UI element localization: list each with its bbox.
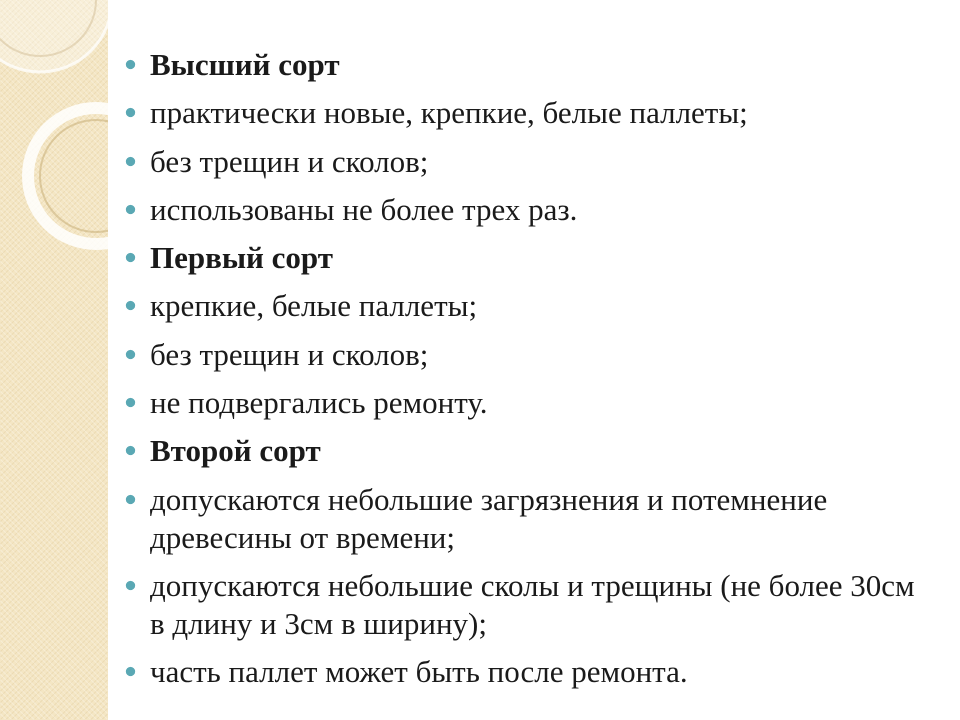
list-item [122,336,922,374]
list-item-text: использованы не более трех раз. [150,191,578,227]
list-item-text: Первый сорт [150,240,333,276]
decorative-side-panel [0,0,108,720]
list-item-text: Высший сорт [150,47,340,82]
bullet-icon [124,493,137,506]
section-heading-item [122,432,922,470]
bullet-icon [124,155,137,168]
bullet-icon [124,203,137,216]
list-item-text: допускаются небольшие сколы и трещины (не более 30см в длину и 3см в ширину); [150,567,915,641]
list-item [122,384,922,422]
list-item [122,567,922,643]
list-item-text: допускаются небольшие загрязнения и потемнение древесины от времени; [150,481,828,555]
decorative-rings [0,0,108,720]
list-item-text: часть паллет может быть после ремонта. [150,654,688,690]
list-item [122,94,922,132]
bullet-icon [124,396,137,409]
list-item [122,481,922,557]
list-item-text: практически новые, крепкие, белые паллеты; [150,95,748,131]
bullet-icon [124,348,137,361]
bullet-icon [124,251,137,264]
bullet-list [122,46,922,702]
section-heading-item [122,46,922,84]
list-item-text: крепкие, белые паллеты; [150,288,478,324]
list-item [122,191,922,229]
list-item [122,287,922,325]
list-item [122,653,922,691]
list-item-text: без трещин и сколов; [150,336,429,372]
bullet-icon [124,444,137,457]
list-item-text: без трещин и сколов; [150,143,429,179]
top-ring [0,0,108,72]
bullet-icon [124,299,137,312]
list-item-text: не подвергались ремонту. [150,385,488,421]
bullet-icon [124,58,137,71]
list-item-text: Второй сорт [150,433,321,469]
bullet-icon [124,665,137,678]
list-item [122,143,922,181]
bullet-icon [124,106,137,119]
bullet-icon [124,579,137,592]
section-heading-item [122,239,922,277]
middle-inner-ring [40,120,108,232]
